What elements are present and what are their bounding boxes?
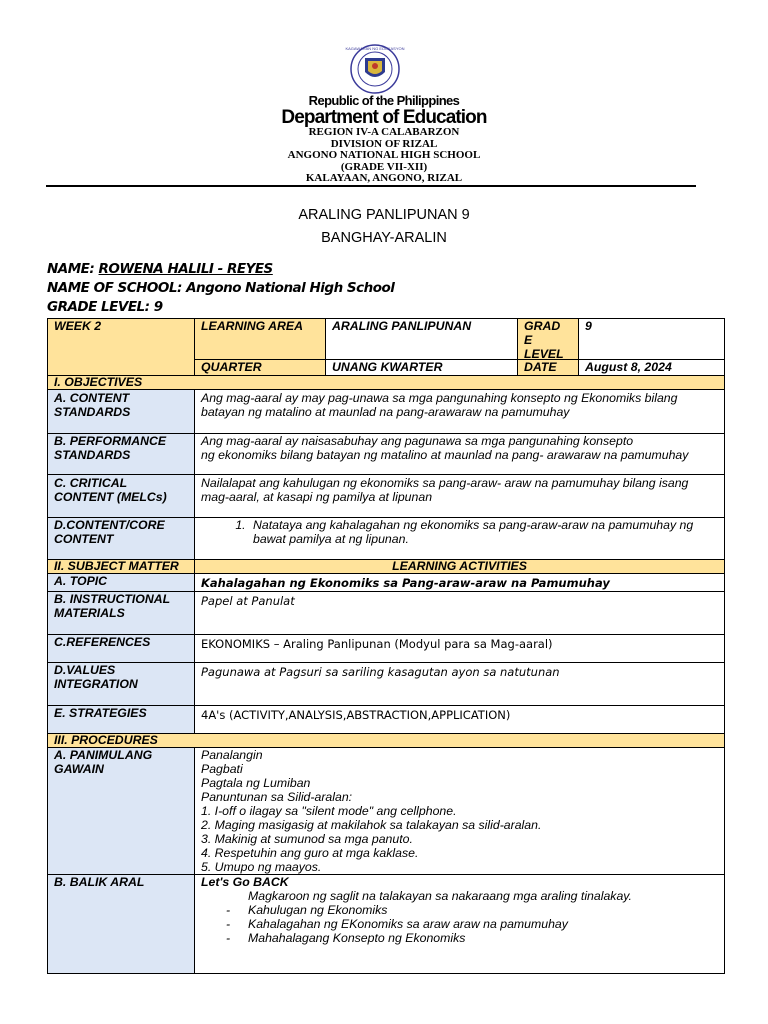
values-text: Pagunawa at Pagsuri sa sariling kasagutan ayon sa natutunan — [194, 662, 725, 706]
procedures-heading: III. PROCEDURES — [47, 733, 725, 748]
balik-aral-item-text: Mahahalagang Konsepto ng Ekonomiks — [248, 931, 466, 945]
grade-level-label-line: GRAD — [524, 319, 561, 333]
grade-level-line — [47, 299, 163, 315]
grade-level-label-line: LEVEL — [524, 347, 564, 360]
label-line: STANDARDS — [54, 448, 131, 462]
label-line: MATERIALS — [54, 606, 125, 620]
label-line: D.VALUES — [54, 663, 116, 677]
references-text: EKONOMIKS – Araling Panlipunan (Modyul para sa Mag-aaral) — [194, 634, 725, 663]
subject-matter-heading: II. SUBJECT MATTER — [47, 559, 195, 574]
learning-activities-heading: LEARNING ACTIVITIES — [194, 559, 725, 574]
label-line: A. CONTENT — [54, 391, 130, 405]
region-line: REGION IV-A CALABARZON — [308, 126, 460, 138]
balik-aral-item-text: Kahulugan ng Ekonomiks — [248, 903, 388, 917]
topic-text: Kahalagahan ng Ekonomiks sa Pang-araw-araw na Pamumuhay — [194, 573, 725, 592]
references-label: C.REFERENCES — [47, 634, 195, 663]
materials-text: Papel at Panulat — [194, 591, 725, 635]
date-label: DATE — [517, 359, 579, 376]
panimulang-text — [194, 747, 725, 875]
subject-title: ARALING PANLIPUNAN 9 — [298, 207, 470, 223]
republic-line: Republic of the Philippines — [308, 93, 460, 108]
deped-seal-icon — [337, 44, 413, 94]
doc-type-title: BANGHAY-ARALIN — [321, 230, 447, 246]
name-label: NAME: — [47, 261, 99, 277]
week-cell: WEEK 2 — [47, 318, 195, 376]
panimulang-line: Pagbati — [201, 762, 243, 776]
panimulang-line: Panalangin — [201, 748, 263, 762]
panimulang-line: 3. Makinig at sumunod sa mga panuto. — [201, 832, 413, 846]
balik-aral-item: - Kahalagahan ng EKonomiks sa araw araw na pamumuhay — [226, 917, 568, 931]
learning-area-label: LEARNING AREA — [194, 318, 326, 360]
content-standards-text — [194, 389, 725, 434]
label-line: D.CONTENT/CORE — [54, 518, 165, 532]
quarter-value: UNANG KWARTER — [325, 359, 518, 376]
core-content-label — [47, 517, 195, 560]
balik-aral-item: - Kahulugan ng Ekonomiks — [226, 903, 388, 917]
learning-area-value: ARALING PANLIPUNAN — [325, 318, 518, 360]
critical-content-text — [194, 474, 725, 518]
balik-aral-label: B. BALIK ARAL — [47, 874, 195, 974]
address-line: KALAYAAN, ANGONO, RIZAL — [305, 172, 463, 184]
department-line: Department of Education — [281, 107, 487, 128]
balik-aral-item: - Mahahalagang Konsepto ng Ekonomiks — [226, 931, 466, 945]
grade-label: GRADE LEVEL: — [47, 299, 154, 315]
text-line: mag-aaral, at kasapi ng pamilya at lipunan — [201, 490, 433, 504]
label-line: C. CRITICAL — [54, 476, 128, 490]
performance-standards-label — [47, 433, 195, 475]
item-line: 1. Natataya ang kahalagahan ng ekonomiks sa pang-araw-araw na pamumuhay ng — [253, 518, 694, 532]
values-label — [47, 662, 195, 706]
topic-label: A. TOPIC — [47, 573, 195, 592]
text-line: ng ekonomiks bilang batayan ng matalino at maunlad na pang- arawaraw na pamumuhay — [201, 448, 689, 462]
school-name-line — [47, 280, 394, 296]
text-line: batayan ng matalino at maunlad na pang-arawaraw na pamumuhay — [201, 405, 570, 419]
quarter-label: QUARTER — [194, 359, 326, 376]
panimulang-line: Panuntunan sa Silid-aralan: — [201, 790, 353, 804]
panimulang-line: Pagtala ng Lumiban — [201, 776, 311, 790]
panimulang-label — [47, 747, 195, 875]
school-line: ANGONO NATIONAL HIGH SCHOOL — [287, 149, 481, 161]
critical-content-label — [47, 474, 195, 518]
performance-standards-text — [194, 433, 725, 475]
label-line: CONTENT (MELCs) — [54, 490, 167, 504]
text-line: Ang mag-aaral ay naisasabuhay ang pagunawa sa mga pangunahing konsepto — [201, 434, 634, 448]
label-line: CONTENT — [54, 532, 114, 546]
item-line: bawat pamilya at ng lipunan. — [253, 532, 409, 546]
balik-aral-item-text: Kahalagahan ng EKonomiks sa araw araw na pamumuhay — [248, 917, 568, 931]
date-value: August 8, 2024 — [578, 359, 725, 376]
strategies-text: 4A's (ACTIVITY,ANALYSIS,ABSTRACTION,APPLICATION) — [194, 705, 725, 734]
panimulang-line: 5. Umupo ng maayos. — [201, 860, 322, 874]
grade-span-line: (GRADE VII-XII) — [340, 160, 428, 173]
name-line — [47, 261, 273, 277]
division-line: DIVISION OF RIZAL — [330, 137, 438, 150]
materials-label — [47, 591, 195, 635]
strategies-label: E. STRATEGIES — [47, 705, 195, 734]
grade-level-value: 9 — [578, 318, 725, 360]
name-value: ROWENA HALILI - REYES — [98, 261, 273, 277]
balik-aral-intro: Magkaroon ng saglit na talakayan sa nakaraang mga araling tinalakay. — [248, 889, 632, 903]
label-line: GAWAIN — [54, 762, 104, 776]
objectives-heading: I. OBJECTIVES — [47, 375, 725, 390]
core-content-item — [249, 518, 718, 546]
balik-aral-heading: Let's Go BACK — [201, 875, 289, 889]
panimulang-line: 4. Respetuhin ang guro at mga kaklase. — [201, 846, 419, 860]
content-standards-label — [47, 389, 195, 434]
school-label: NAME OF SCHOOL: — [47, 280, 187, 296]
balik-aral-text — [194, 874, 725, 974]
panimulang-line: 2. Maging masigasig at makilahok sa talakayan sa silid-aralan. — [201, 818, 542, 832]
panimulang-line: 1. I-off o ilagay sa "silent mode" ang cellphone. — [201, 804, 457, 818]
text-line: Ang mag-aaral ay may pag-unawa sa mga pangunahing konsepto ng Ekonomiks bilang — [201, 391, 678, 405]
grade-value: 9 — [153, 299, 163, 315]
grade-level-label-line: E — [524, 333, 533, 347]
school-value: Angono National High School — [186, 280, 395, 296]
grade-level-label — [517, 318, 579, 360]
label-line: STANDARDS — [54, 405, 131, 419]
text-line: Nailalapat ang kahulugan ng ekonomiks sa pang-araw- araw na pamumuhay bilang isang — [201, 476, 689, 490]
label-line: INTEGRATION — [54, 677, 138, 691]
core-content-text — [194, 517, 725, 560]
header-rule — [46, 185, 696, 187]
label-line: B. PERFORMANCE — [54, 434, 167, 448]
label-line: A. PANIMULANG — [54, 748, 153, 762]
label-line: B. INSTRUCTIONAL — [54, 592, 171, 606]
seal-text: KAGAWARAN NG EDUKASYON — [345, 46, 405, 51]
